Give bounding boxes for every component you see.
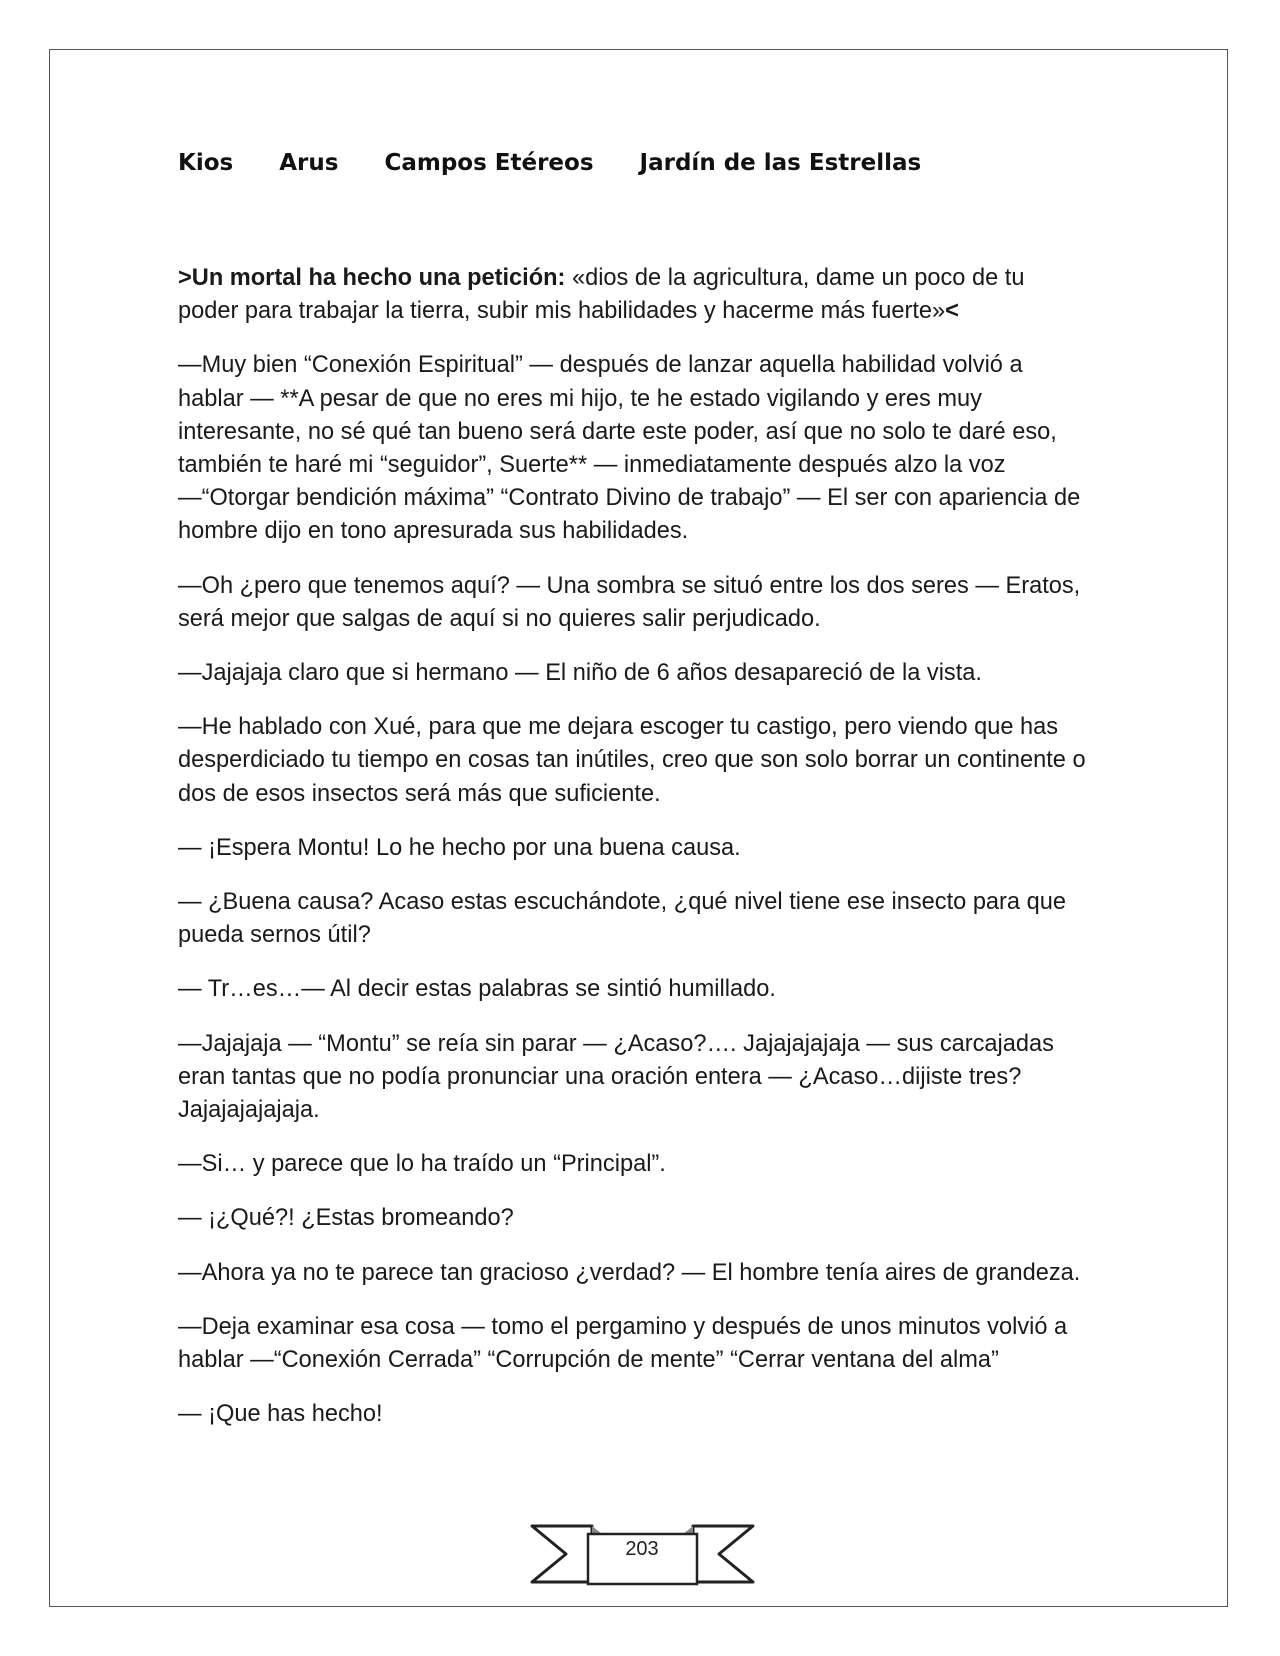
paragraph: —He hablado con Xué, para que me dejara escoger tu castigo, pero viendo que has desperdiciado tu tiempo en cosas tan inútiles, creo que son solo borrar un continente o dos de esos insectos será más que suficiente.: [178, 714, 1086, 807]
petition-label: Un mortal ha hecho una petición:: [191, 265, 566, 291]
petition-text: «dios de la agricultura, dame un poco de tu poder para trabajar la tierra, subir mis habilidades y hacerme más fuerte»: [178, 265, 1025, 325]
paragraph: — ¡Que has hecho!: [178, 1401, 383, 1428]
header-item: Campos Etéreos: [384, 150, 594, 176]
header-item: Kios: [178, 150, 234, 176]
paragraph: —Ahora ya no te parece tan gracioso ¿verdad? — El hombre tenía aires de grandeza.: [178, 1259, 1081, 1286]
page-number-ribbon: [530, 1518, 755, 1590]
paragraph: —Oh ¿pero que tenemos aquí? — Una sombra se situó entre los dos seres — Eratos, será mejor que salgas de aquí si no quieres salir perjudicado.: [178, 572, 1081, 632]
header-item: Jardín de las Estrellas: [639, 150, 922, 176]
paragraph: —Deja examinar esa cosa — tomo el pergamino y después de unos minutos volvió a hablar —“Conexión Cerrada” “Corrupción de mente” “Cerrar ventana del alma”: [178, 1313, 1068, 1374]
running-header: [178, 150, 959, 176]
paragraph: — ¡¿Qué?! ¿Estas bromeando?: [178, 1205, 514, 1232]
body-text: [178, 262, 1088, 1452]
paragraph: — Tr…es…— Al decir estas palabras se sintió humillado.: [178, 976, 776, 1003]
page-number: 203: [625, 1538, 659, 1560]
petition-paragraph: [178, 262, 1088, 328]
paragraph: —Jajajaja — “Montu” se reía sin parar — ¿Acaso?…. Jajajajajaja — sus carcajadas eran tantas que no podía pronunciar una oración entera — ¿Acaso…dijiste tres? Jajajajajajaja.: [178, 1030, 1054, 1124]
paragraph: — ¡Espera Montu! Lo he hecho por una buena causa.: [178, 834, 741, 861]
petition-close: <: [945, 298, 959, 325]
header-item: Arus: [279, 150, 339, 176]
paragraph: —Muy bien “Conexión Espiritual” — después de lanzar aquella habilidad volvió a hablar — **A pesar de que no eres mi hijo, te he estado vigilando y eres muy interesante, no sé qué tan bueno será darte este poder, así que no solo te daré eso, también te haré mi “seguidor”, Suerte** — inmediatamente después alzo la voz —“Otorgar bendición máxima” “Contrato Divino de trabajo” — El ser con apariencia de hombre dijo en tono apresurada sus habilidades.: [178, 352, 1081, 545]
petition-open: >: [178, 265, 192, 291]
paragraph: — ¿Buena causa? Acaso estas escuchándote, ¿qué nivel tiene ese insecto para que pueda sernos útil?: [178, 889, 1066, 949]
paragraph: —Si… y parece que lo ha traído un “Principal”.: [178, 1151, 666, 1178]
paragraph: —Jajajaja claro que si hermano — El niño de 6 años desapareció de la vista.: [178, 660, 982, 687]
